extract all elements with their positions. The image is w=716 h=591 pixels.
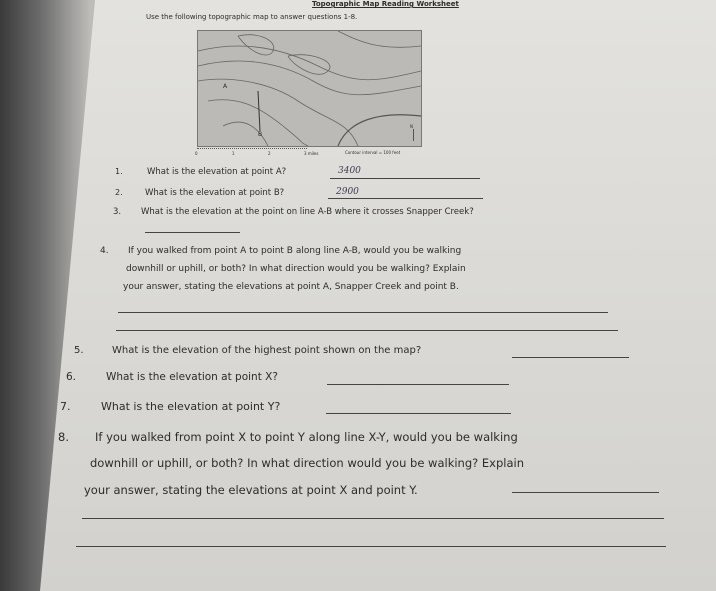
worksheet-title: Topographic Map Reading Worksheet [312, 0, 459, 8]
topographic-map [197, 30, 422, 147]
q3-number: 3. [113, 207, 122, 217]
q1-answer-field[interactable] [330, 178, 480, 179]
instructions: Use the following topographic map to answer questions 1-8. [146, 13, 358, 21]
q2-answer-field[interactable] [328, 198, 483, 199]
q4-answer-field-1[interactable] [118, 312, 608, 313]
q7-text: What is the elevation at point Y? [101, 400, 281, 413]
q8-line-1: If you walked from point X to point Y along line X-Y, would you be walking [95, 430, 518, 444]
scale-label-1: 1 [232, 151, 235, 156]
q6-number: 6. [66, 371, 77, 383]
q5-text: What is the elevation of the highest point shown on the map? [112, 345, 422, 356]
scale-bar [197, 148, 307, 149]
q1-number: 1. [115, 167, 123, 176]
q5-answer-field[interactable] [512, 357, 629, 358]
scale-label-3: 3 miles [304, 151, 319, 156]
q8-answer-field-3[interactable] [76, 546, 666, 547]
q8-line-2: downhill or uphill, or both? In what direction would you be walking? Explain [90, 456, 525, 470]
contour-interval: Contour interval = 100 feet [345, 150, 401, 155]
q2-text: What is the elevation at point B? [145, 188, 285, 198]
q2-number: 2. [115, 188, 123, 197]
q8-number: 8. [58, 430, 69, 444]
scale-label-0: 0 [195, 151, 198, 156]
q5-number: 5. [74, 345, 84, 356]
q8-answer-field-1[interactable] [512, 492, 659, 493]
q4-line-1: If you walked from point A to point B along line A-B, would you be walking [128, 246, 462, 256]
q7-answer-field[interactable] [326, 413, 511, 414]
q3-answer-field[interactable] [145, 232, 240, 233]
q8-answer-field-2[interactable] [82, 518, 664, 519]
q1-text: What is the elevation at point A? [147, 167, 287, 177]
scale-label-2: 2 [268, 151, 271, 156]
q4-number: 4. [100, 246, 109, 256]
contour-lines [198, 31, 421, 146]
q7-number: 7. [60, 400, 71, 413]
q4-line-2: downhill or uphill, or both? In what direction would you be walking? Explain [126, 264, 466, 274]
q6-answer-field[interactable] [327, 384, 509, 385]
q8-line-3: your answer, stating the elevations at point X and point Y. [84, 483, 418, 497]
q4-line-3: your answer, stating the elevations at point A, Snapper Creek and point B. [123, 282, 459, 292]
map-label-b: B [258, 131, 263, 138]
q3-text: What is the elevation at the point on line A-B where it crosses Snapper Creek? [141, 207, 474, 217]
q2-answer: 2900 [336, 187, 359, 197]
map-label-a: A [223, 83, 228, 90]
north-arrow-icon [413, 129, 414, 141]
q4-answer-field-2[interactable] [116, 330, 618, 331]
north-arrow-label: N [410, 124, 413, 129]
q1-answer: 3400 [338, 166, 361, 176]
q6-text: What is the elevation at point X? [106, 371, 278, 383]
